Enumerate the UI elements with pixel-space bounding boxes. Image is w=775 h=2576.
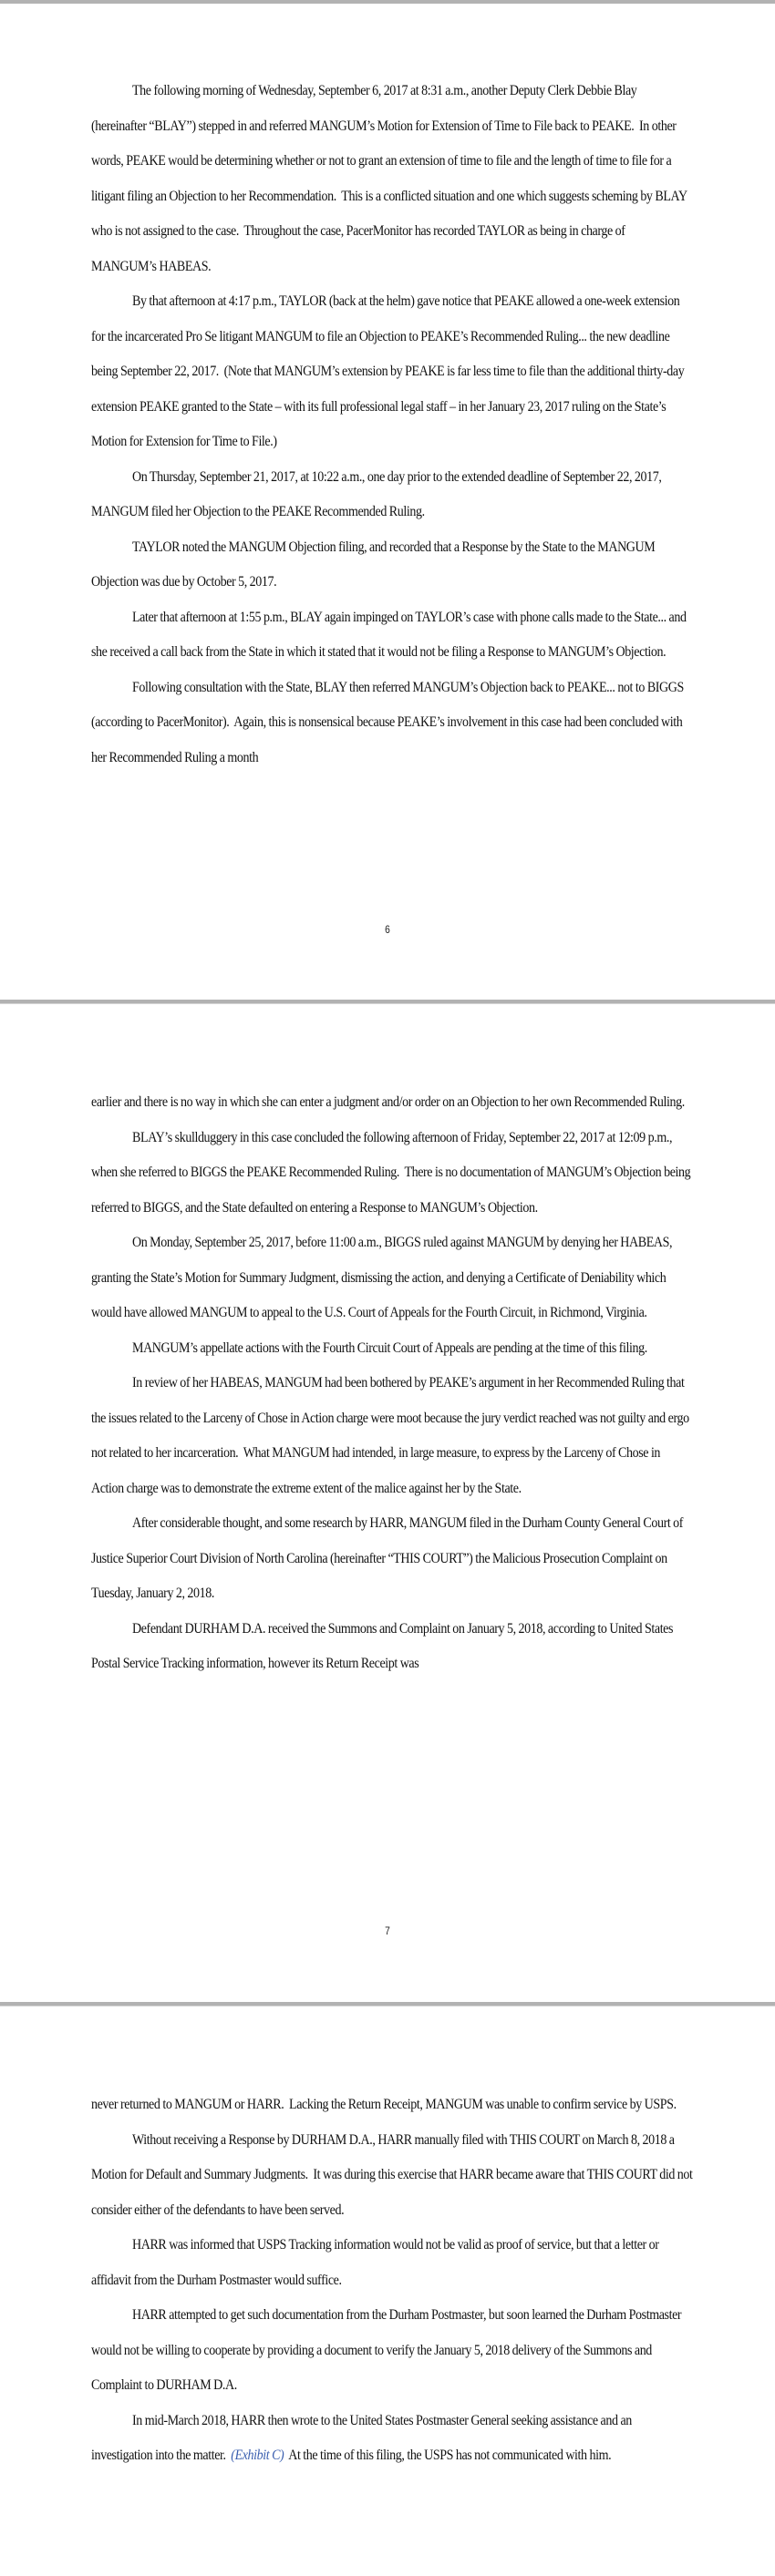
paragraph: Defendant DURHAM D.A. received the Summons and Complaint on January 5, 2018, according to United States Postal Service Tracking information, however its Return Receipt was bbox=[91, 1620, 676, 1671]
paragraph: Later that afternoon at 1:55 p.m., BLAY again impinged on TAYLOR’s case with phone calls made to the State... and she received a call back from the State in which it stated that it would not be filing a Response to MANGUM’s Objection. bbox=[91, 609, 689, 660]
paragraph: By that afternoon at 4:17 p.m., TAYLOR (back at the helm) gave notice that PEAKE allowed a one-week extension for the incarcerated Pro Se litigant MANGUM to file an Objection to PEAKE’s Recommended Ruling... the new deadline being September 22, 2017. (Note that MANGUM’s extension by PEAKE is far less time to file than the additional thirty-day extension PEAKE granted to the State – with its full professional legal staff – in her January 23, 2017 ruling on the State’s Motion for Extension for Time to File.) bbox=[91, 293, 687, 449]
paragraph: TAYLOR noted the MANGUM Objection filing, and recorded that a Response by the State to the MANGUM Objection was due by October 5, 2017. bbox=[91, 539, 658, 590]
page-6 bbox=[0, 4, 775, 1000]
paragraph: MANGUM’s appellate actions with the Fourth Circuit Court of Appeals are pending at the time of this filing. bbox=[132, 1339, 647, 1356]
paragraph: On Monday, September 25, 2017, before 11:00 a.m., BIGGS ruled against MANGUM by denying her HABEAS, granting the State’s Motion for Summary Judgment, dismissing the action, and denying a Certificate of Deniability which would have allowed MANGUM to appeal to the U.S. Court of Appeals for the Fourth Circuit, in Richmond, Virginia. bbox=[91, 1235, 675, 1320]
exhibit-c-link[interactable]: (Exhibit C) bbox=[231, 2448, 284, 2463]
paragraph: BLAY’s skullduggery in this case concluded the following afternoon of Friday, September 22, 2017 at 12:09 p.m., when she referred to BIGGS the PEAKE Recommended Ruling. There is no documentation of MANGUM’s Objection being referred to BIGGS, and the State defaulted on entering a Response to MANGUM’s Objection. bbox=[91, 1129, 694, 1216]
paragraph-with-exhibit bbox=[91, 2404, 693, 2474]
paragraph: HARR attempted to get such documentation from the Durham Postmaster, but soon learned the Durham Postmaster would not be willing to cooperate by providing a document to verify the January 5, 2018 delivery of the Summons and Complaint to DURHAM D.A. bbox=[91, 2307, 685, 2393]
paragraph: The following morning of Wednesday, September 6, 2017 at 8:31 a.m., another Deputy Clerk Debbie Blay (hereinafter “BLAY”) stepped in and referred MANGUM’s Motion for Extension of Time to File back to PEAKE. In other words, PEAKE would be determining whether or not to grant an extension of time to file and the length of time to file for a litigant filing an Objection to her Recommendation. This is a conflicted situation and one which suggests scheming by BLAY who is not assigned to the case. Throughout the case, PacerMonitor has recorded TAYLOR as being in charge of MANGUM’s HABEAS. bbox=[91, 83, 690, 274]
paragraph: After considerable thought, and some research by HARR, MANGUM filed in the Durham County General Court of Justice Superior Court Division of North Carolina (hereinafter “THIS COURT”) the Malicious Prosecution Complaint on Tuesday, January 2, 2018. bbox=[91, 1515, 686, 1601]
paragraph-text: At the time of this filing, the USPS has not communicated with him. bbox=[284, 2448, 612, 2463]
page-body bbox=[91, 1085, 693, 1682]
page-8 bbox=[0, 2006, 775, 2576]
page-7 bbox=[0, 1004, 775, 2002]
paragraph: earlier and there is no way in which she can enter a judgment and/or order on an Objection to her own Recommended Ruling. bbox=[91, 1094, 685, 1110]
page-number: 7 bbox=[385, 1924, 390, 1937]
page-body bbox=[91, 74, 693, 775]
page-body bbox=[91, 2088, 696, 2474]
paragraph: never returned to MANGUM or HARR. Lacking the Return Receipt, MANGUM was unable to confirm service by USPS. bbox=[91, 2097, 677, 2112]
paragraph: Following consultation with the State, BLAY then referred MANGUM’s Objection back to PEAKE... not to BIGGS (according to PacerMonitor). Again, this is nonsensical because PEAKE’s involvement in this case had been concluded with her Recommended Ruling a month bbox=[91, 679, 687, 765]
page-number: 6 bbox=[385, 923, 390, 936]
paragraph: HARR was informed that USPS Tracking information would not be valid as proof of service, but that a letter or affidavit from the Durham Postmaster would suffice. bbox=[91, 2237, 662, 2288]
paragraph: Without receiving a Response by DURHAM D.A., HARR manually filed with THIS COURT on March 8, 2018 a Motion for Default and Summary Judgments. It was during this exercise that HARR became aware that THIS COURT did not consider either of the defendants to have been served. bbox=[91, 2131, 696, 2218]
paragraph: In review of her HABEAS, MANGUM had been bothered by PEAKE’s argument in her Recommended Ruling that the issues related to the Larceny of Chose in Action charge were moot because the jury verdict reached was not guilty and ergo not related to her incarceration. What MANGUM had intended, in large measure, to express by the Larceny of Chose in Action charge was to demonstrate the extreme extent of the malice against her by the State. bbox=[91, 1375, 692, 1496]
paragraph-text: In mid-March 2018, HARR then wrote to the United States Postmaster General seeking assistance and an investigation into the matter. bbox=[91, 2412, 635, 2463]
paragraph: On Thursday, September 21, 2017, at 10:22 a.m., one day prior to the extended deadline of September 22, 2017, MANGUM filed her Objection to the PEAKE Recommended Ruling. bbox=[91, 468, 665, 519]
